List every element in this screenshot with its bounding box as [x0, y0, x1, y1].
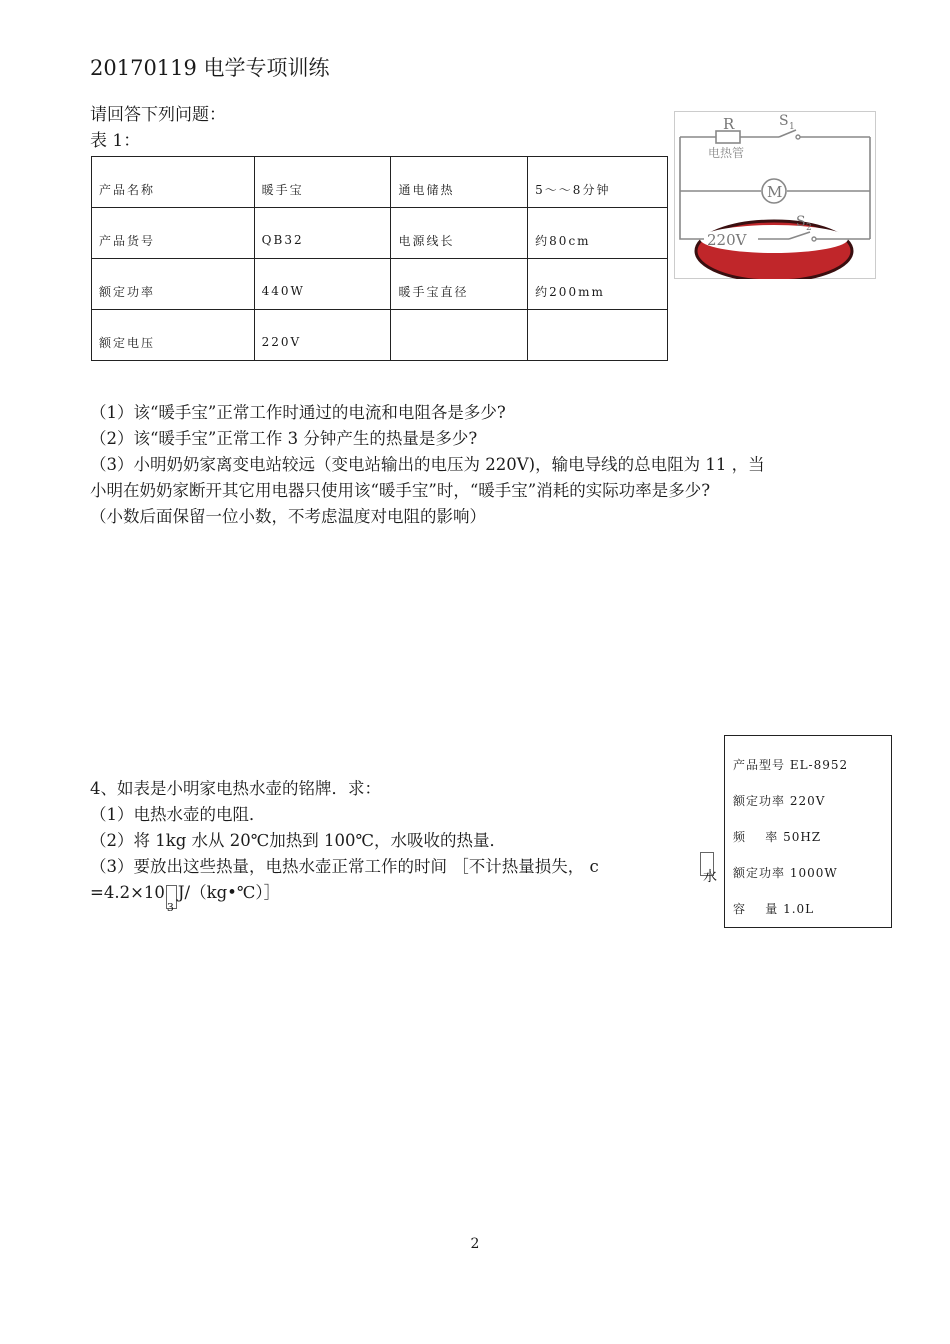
- page-title: 20170119 电学专项训练: [90, 56, 330, 80]
- kettle-nameplate: [724, 735, 892, 928]
- table-cell: 440W: [254, 259, 391, 310]
- questions-block-1: [90, 400, 880, 530]
- nameplate-row: 产品型号 EL-8952: [733, 758, 849, 772]
- question-4-part-2: （2）将 1kg 水从 20℃加热到 100℃，水吸收的热量．: [90, 831, 506, 850]
- table-label: 表 1：: [90, 131, 141, 151]
- table-row: [92, 259, 668, 310]
- table-cell: QB32: [254, 208, 391, 259]
- question-3-line-3: （小数后面保留一位小数，不考虑温度对电阻的影响）: [90, 507, 486, 526]
- specific-heat-value: =4.2×10: [90, 883, 165, 902]
- question-4-block: [90, 776, 720, 914]
- table-cell: [528, 310, 668, 361]
- switch2-subscript: 2: [806, 223, 812, 233]
- nameplate-row: 频 率 50HZ: [733, 830, 822, 844]
- circuit-diagram: [674, 111, 876, 279]
- table-cell: 产品名称: [92, 157, 255, 208]
- heater-label: 电热管: [708, 146, 745, 160]
- table-cell: 5～～8分钟: [528, 157, 668, 208]
- intro-prompt: 请回答下列问题：: [90, 105, 226, 125]
- switch1-label: S: [779, 113, 789, 129]
- table-cell: 电源线长: [391, 208, 528, 259]
- specific-heat-unit: J/（kg•℃）］: [177, 883, 281, 902]
- question-2: （2）该“暖手宝”正常工作 3 分钟产生的热量是多少?: [90, 429, 478, 448]
- table-cell: [391, 310, 528, 361]
- table-cell: 暖手宝直径: [391, 259, 528, 310]
- question-3-line-2: 小明在奶奶家断开其它用电器只使用该“暖手宝”时，“暖手宝”消耗的实际功率是多少?: [90, 481, 711, 500]
- question-4-stem: 4、如表是小明家电热水壶的铭牌．求：: [90, 779, 381, 798]
- question-4-part-3: （3）要放出这些热量，电热水壶正常工作的时间 ［不计热量损失， c: [90, 857, 599, 876]
- nameplate-row: 额定功率 220V: [733, 794, 826, 808]
- switch2-label: S: [796, 214, 806, 230]
- table-cell: 产品货号: [92, 208, 255, 259]
- question-1: （1）该“暖手宝”正常工作时通过的电流和电阻各是多少?: [90, 403, 506, 422]
- table-row: [92, 310, 668, 361]
- exponent-box: [166, 885, 177, 914]
- table-cell: 暖手宝: [254, 157, 391, 208]
- table-cell: 约200mm: [528, 259, 668, 310]
- question-3-line-1: （3）小明奶奶家离变电站较远（变电站输出的电压为 220V)，输电导线的总电阻为 11 ，当: [90, 455, 765, 474]
- table-cell: 额定电压: [92, 310, 255, 361]
- table-cell: 通电储热: [391, 157, 528, 208]
- table-cell: 约80cm: [528, 208, 668, 259]
- table-cell: 额定功率: [92, 259, 255, 310]
- question-4-part-3-cont: [90, 880, 720, 914]
- motor-label: M: [767, 183, 783, 201]
- table-row: [92, 157, 668, 208]
- spec-table: [91, 156, 668, 361]
- switch1-contact: [796, 135, 800, 139]
- exponent: 3: [166, 901, 174, 914]
- voltage-label: 220V: [707, 231, 747, 249]
- table-row: [92, 208, 668, 259]
- resistor-label: R: [723, 115, 735, 133]
- nameplate-row: 额定功率 1000W: [733, 866, 838, 880]
- switch1-subscript: 1: [789, 122, 795, 132]
- nameplate-row: 容 量 1.0L: [733, 902, 815, 916]
- intro-block: [90, 102, 226, 154]
- page-number: 2: [470, 1236, 480, 1252]
- switch2-contact: [812, 237, 816, 241]
- table-cell: 220V: [254, 310, 391, 361]
- question-4-part-1: （1）电热水壶的电阻．: [90, 805, 266, 824]
- water-subscript: 水: [703, 869, 717, 885]
